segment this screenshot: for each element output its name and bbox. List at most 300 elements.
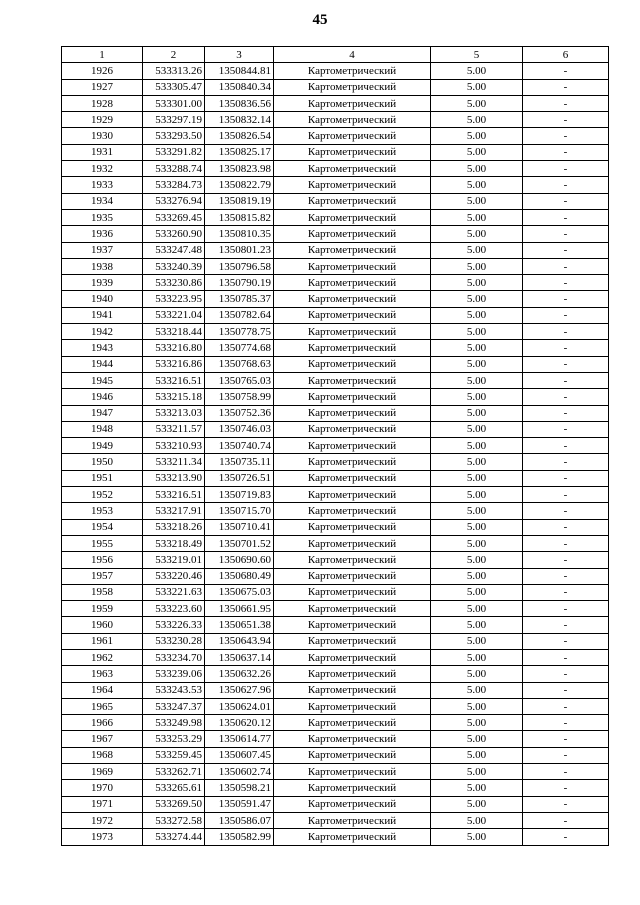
x-coordinate-cell: 533265.61 — [143, 780, 205, 796]
accuracy-cell: 5.00 — [431, 177, 523, 193]
x-coordinate-cell: 533269.50 — [143, 796, 205, 812]
accuracy-cell: 5.00 — [431, 812, 523, 828]
note-cell: - — [523, 747, 609, 763]
table-row — [62, 470, 609, 486]
method-cell: Картометрический — [274, 715, 431, 731]
y-coordinate-cell: 1350768.63 — [205, 356, 274, 372]
y-coordinate-cell: 1350765.03 — [205, 372, 274, 388]
table-row — [62, 829, 609, 845]
y-coordinate-cell: 1350819.19 — [205, 193, 274, 209]
point-number-cell: 1963 — [62, 666, 143, 682]
table-row — [62, 666, 609, 682]
note-cell: - — [523, 258, 609, 274]
y-coordinate-cell: 1350735.11 — [205, 454, 274, 470]
point-number-cell: 1931 — [62, 144, 143, 160]
x-coordinate-cell: 533239.06 — [143, 666, 205, 682]
table-row — [62, 356, 609, 372]
accuracy-cell: 5.00 — [431, 226, 523, 242]
method-cell: Картометрический — [274, 666, 431, 682]
x-coordinate-cell: 533262.71 — [143, 764, 205, 780]
note-cell: - — [523, 666, 609, 682]
table-row — [62, 405, 609, 421]
note-cell: - — [523, 63, 609, 79]
method-cell: Картометрический — [274, 601, 431, 617]
point-number-cell: 1927 — [62, 79, 143, 95]
table-row — [62, 372, 609, 388]
note-cell: - — [523, 780, 609, 796]
table-row — [62, 487, 609, 503]
y-coordinate-cell: 1350690.60 — [205, 552, 274, 568]
point-number-cell: 1958 — [62, 584, 143, 600]
table-row — [62, 258, 609, 274]
y-coordinate-cell: 1350632.26 — [205, 666, 274, 682]
point-number-cell: 1943 — [62, 340, 143, 356]
table-row — [62, 698, 609, 714]
x-coordinate-cell: 533213.03 — [143, 405, 205, 421]
table-row — [62, 584, 609, 600]
x-coordinate-cell: 533240.39 — [143, 258, 205, 274]
method-cell: Картометрический — [274, 258, 431, 274]
y-coordinate-cell: 1350624.01 — [205, 698, 274, 714]
table-row — [62, 307, 609, 323]
method-cell: Картометрический — [274, 209, 431, 225]
method-cell: Картометрический — [274, 421, 431, 437]
note-cell: - — [523, 324, 609, 340]
y-coordinate-cell: 1350661.95 — [205, 601, 274, 617]
method-cell: Картометрический — [274, 454, 431, 470]
point-number-cell: 1935 — [62, 209, 143, 225]
column-header: 4 — [274, 47, 431, 63]
x-coordinate-cell: 533272.58 — [143, 812, 205, 828]
note-cell: - — [523, 649, 609, 665]
method-cell: Картометрический — [274, 161, 431, 177]
x-coordinate-cell: 533219.01 — [143, 552, 205, 568]
table-row — [62, 747, 609, 763]
point-number-cell: 1959 — [62, 601, 143, 617]
note-cell: - — [523, 389, 609, 405]
point-number-cell: 1968 — [62, 747, 143, 763]
x-coordinate-cell: 533230.28 — [143, 633, 205, 649]
note-cell: - — [523, 421, 609, 437]
note-cell: - — [523, 95, 609, 111]
method-cell: Картометрический — [274, 633, 431, 649]
method-cell: Картометрический — [274, 95, 431, 111]
note-cell: - — [523, 405, 609, 421]
x-coordinate-cell: 533220.46 — [143, 568, 205, 584]
point-number-cell: 1966 — [62, 715, 143, 731]
note-cell: - — [523, 209, 609, 225]
table-row — [62, 568, 609, 584]
accuracy-cell: 5.00 — [431, 617, 523, 633]
point-number-cell: 1942 — [62, 324, 143, 340]
y-coordinate-cell: 1350627.96 — [205, 682, 274, 698]
column-header: 1 — [62, 47, 143, 63]
method-cell: Картометрический — [274, 177, 431, 193]
point-number-cell: 1936 — [62, 226, 143, 242]
accuracy-cell: 5.00 — [431, 601, 523, 617]
accuracy-cell: 5.00 — [431, 796, 523, 812]
table-row — [62, 209, 609, 225]
accuracy-cell: 5.00 — [431, 258, 523, 274]
table-row — [62, 340, 609, 356]
y-coordinate-cell: 1350815.82 — [205, 209, 274, 225]
method-cell: Картометрический — [274, 584, 431, 600]
table-row — [62, 682, 609, 698]
x-coordinate-cell: 533276.94 — [143, 193, 205, 209]
accuracy-cell: 5.00 — [431, 764, 523, 780]
point-number-cell: 1973 — [62, 829, 143, 845]
method-cell: Картометрический — [274, 487, 431, 503]
point-number-cell: 1932 — [62, 161, 143, 177]
y-coordinate-cell: 1350715.70 — [205, 503, 274, 519]
page-number: 45 — [312, 12, 328, 28]
y-coordinate-cell: 1350591.47 — [205, 796, 274, 812]
method-cell: Картометрический — [274, 242, 431, 258]
note-cell: - — [523, 470, 609, 486]
table-row — [62, 764, 609, 780]
point-number-cell: 1933 — [62, 177, 143, 193]
method-cell: Картометрический — [274, 519, 431, 535]
note-cell: - — [523, 601, 609, 617]
y-coordinate-cell: 1350651.38 — [205, 617, 274, 633]
y-coordinate-cell: 1350701.52 — [205, 535, 274, 551]
method-cell: Картометрический — [274, 226, 431, 242]
x-coordinate-cell: 533211.57 — [143, 421, 205, 437]
y-coordinate-cell: 1350790.19 — [205, 275, 274, 291]
method-cell: Картометрический — [274, 112, 431, 128]
accuracy-cell: 5.00 — [431, 568, 523, 584]
point-number-cell: 1957 — [62, 568, 143, 584]
y-coordinate-cell: 1350598.21 — [205, 780, 274, 796]
method-cell: Картометрический — [274, 389, 431, 405]
note-cell: - — [523, 177, 609, 193]
point-number-cell: 1970 — [62, 780, 143, 796]
note-cell: - — [523, 829, 609, 845]
point-number-cell: 1960 — [62, 617, 143, 633]
accuracy-cell: 5.00 — [431, 405, 523, 421]
note-cell: - — [523, 698, 609, 714]
column-header: 5 — [431, 47, 523, 63]
point-number-cell: 1962 — [62, 649, 143, 665]
x-coordinate-cell: 533223.95 — [143, 291, 205, 307]
point-number-cell: 1941 — [62, 307, 143, 323]
note-cell: - — [523, 796, 609, 812]
point-number-cell: 1928 — [62, 95, 143, 111]
note-cell: - — [523, 79, 609, 95]
note-cell: - — [523, 454, 609, 470]
y-coordinate-cell: 1350836.56 — [205, 95, 274, 111]
table-row — [62, 389, 609, 405]
point-number-cell: 1929 — [62, 112, 143, 128]
y-coordinate-cell: 1350620.12 — [205, 715, 274, 731]
point-number-cell: 1956 — [62, 552, 143, 568]
method-cell: Картометрический — [274, 764, 431, 780]
x-coordinate-cell: 533211.34 — [143, 454, 205, 470]
table-row — [62, 796, 609, 812]
x-coordinate-cell: 533226.33 — [143, 617, 205, 633]
accuracy-cell: 5.00 — [431, 552, 523, 568]
table-row — [62, 79, 609, 95]
table-row — [62, 617, 609, 633]
accuracy-cell: 5.00 — [431, 63, 523, 79]
x-coordinate-cell: 533218.49 — [143, 535, 205, 551]
table-row — [62, 649, 609, 665]
method-cell: Картометрический — [274, 356, 431, 372]
x-coordinate-cell: 533210.93 — [143, 438, 205, 454]
point-number-cell: 1939 — [62, 275, 143, 291]
y-coordinate-cell: 1350832.14 — [205, 112, 274, 128]
method-cell: Картометрический — [274, 552, 431, 568]
table-row — [62, 731, 609, 747]
point-number-cell: 1947 — [62, 405, 143, 421]
method-cell: Картометрический — [274, 324, 431, 340]
accuracy-cell: 5.00 — [431, 633, 523, 649]
method-cell: Картометрический — [274, 617, 431, 633]
note-cell: - — [523, 226, 609, 242]
y-coordinate-cell: 1350826.54 — [205, 128, 274, 144]
point-number-cell: 1951 — [62, 470, 143, 486]
y-coordinate-cell: 1350680.49 — [205, 568, 274, 584]
method-cell: Картометрический — [274, 438, 431, 454]
method-cell: Картометрический — [274, 568, 431, 584]
accuracy-cell: 5.00 — [431, 128, 523, 144]
table-row — [62, 812, 609, 828]
x-coordinate-cell: 533288.74 — [143, 161, 205, 177]
accuracy-cell: 5.00 — [431, 161, 523, 177]
x-coordinate-cell: 533216.80 — [143, 340, 205, 356]
table-row — [62, 177, 609, 193]
table-row — [62, 715, 609, 731]
table-row — [62, 226, 609, 242]
x-coordinate-cell: 533216.51 — [143, 372, 205, 388]
table-row — [62, 780, 609, 796]
table-row — [62, 161, 609, 177]
point-number-cell: 1946 — [62, 389, 143, 405]
method-cell: Картометрический — [274, 405, 431, 421]
method-cell: Картометрический — [274, 796, 431, 812]
point-number-cell: 1965 — [62, 698, 143, 714]
accuracy-cell: 5.00 — [431, 731, 523, 747]
point-number-cell: 1961 — [62, 633, 143, 649]
x-coordinate-cell: 533215.18 — [143, 389, 205, 405]
x-coordinate-cell: 533221.04 — [143, 307, 205, 323]
x-coordinate-cell: 533269.45 — [143, 209, 205, 225]
point-number-cell: 1964 — [62, 682, 143, 698]
x-coordinate-cell: 533284.73 — [143, 177, 205, 193]
table-row — [62, 112, 609, 128]
point-number-cell: 1937 — [62, 242, 143, 258]
note-cell: - — [523, 812, 609, 828]
method-cell: Картометрический — [274, 193, 431, 209]
method-cell: Картометрический — [274, 682, 431, 698]
note-cell: - — [523, 584, 609, 600]
coordinates-table — [61, 46, 609, 846]
table-body — [62, 63, 609, 845]
table-row — [62, 503, 609, 519]
accuracy-cell: 5.00 — [431, 79, 523, 95]
note-cell: - — [523, 519, 609, 535]
x-coordinate-cell: 533301.00 — [143, 95, 205, 111]
x-coordinate-cell: 533216.86 — [143, 356, 205, 372]
x-coordinate-cell: 533291.82 — [143, 144, 205, 160]
accuracy-cell: 5.00 — [431, 503, 523, 519]
note-cell: - — [523, 340, 609, 356]
accuracy-cell: 5.00 — [431, 649, 523, 665]
x-coordinate-cell: 533249.98 — [143, 715, 205, 731]
method-cell: Картометрический — [274, 340, 431, 356]
point-number-cell: 1971 — [62, 796, 143, 812]
method-cell: Картометрический — [274, 747, 431, 763]
y-coordinate-cell: 1350801.23 — [205, 242, 274, 258]
method-cell: Картометрический — [274, 829, 431, 845]
method-cell: Картометрический — [274, 372, 431, 388]
x-coordinate-cell: 533216.51 — [143, 487, 205, 503]
table-row — [62, 535, 609, 551]
accuracy-cell: 5.00 — [431, 421, 523, 437]
note-cell: - — [523, 161, 609, 177]
method-cell: Картометрический — [274, 731, 431, 747]
x-coordinate-cell: 533253.29 — [143, 731, 205, 747]
y-coordinate-cell: 1350810.35 — [205, 226, 274, 242]
note-cell: - — [523, 715, 609, 731]
point-number-cell: 1949 — [62, 438, 143, 454]
y-coordinate-cell: 1350840.34 — [205, 79, 274, 95]
note-cell: - — [523, 193, 609, 209]
y-coordinate-cell: 1350637.14 — [205, 649, 274, 665]
y-coordinate-cell: 1350643.94 — [205, 633, 274, 649]
accuracy-cell: 5.00 — [431, 209, 523, 225]
point-number-cell: 1944 — [62, 356, 143, 372]
accuracy-cell: 5.00 — [431, 275, 523, 291]
accuracy-cell: 5.00 — [431, 535, 523, 551]
table-row — [62, 242, 609, 258]
table-row — [62, 552, 609, 568]
accuracy-cell: 5.00 — [431, 307, 523, 323]
point-number-cell: 1948 — [62, 421, 143, 437]
y-coordinate-cell: 1350607.45 — [205, 747, 274, 763]
method-cell: Картометрический — [274, 780, 431, 796]
table-row — [62, 144, 609, 160]
note-cell: - — [523, 617, 609, 633]
table-row — [62, 601, 609, 617]
table-row — [62, 633, 609, 649]
y-coordinate-cell: 1350719.83 — [205, 487, 274, 503]
note-cell: - — [523, 242, 609, 258]
y-coordinate-cell: 1350582.99 — [205, 829, 274, 845]
point-number-cell: 1955 — [62, 535, 143, 551]
x-coordinate-cell: 533218.44 — [143, 324, 205, 340]
point-number-cell: 1940 — [62, 291, 143, 307]
y-coordinate-cell: 1350602.74 — [205, 764, 274, 780]
note-cell: - — [523, 372, 609, 388]
accuracy-cell: 5.00 — [431, 144, 523, 160]
point-number-cell: 1954 — [62, 519, 143, 535]
accuracy-cell: 5.00 — [431, 470, 523, 486]
table-row — [62, 275, 609, 291]
y-coordinate-cell: 1350758.99 — [205, 389, 274, 405]
method-cell: Картометрический — [274, 503, 431, 519]
method-cell: Картометрический — [274, 63, 431, 79]
note-cell: - — [523, 144, 609, 160]
note-cell: - — [523, 307, 609, 323]
accuracy-cell: 5.00 — [431, 698, 523, 714]
method-cell: Картометрический — [274, 79, 431, 95]
x-coordinate-cell: 533259.45 — [143, 747, 205, 763]
note-cell: - — [523, 633, 609, 649]
accuracy-cell: 5.00 — [431, 324, 523, 340]
column-header: 6 — [523, 47, 609, 63]
x-coordinate-cell: 533218.26 — [143, 519, 205, 535]
table-row — [62, 438, 609, 454]
y-coordinate-cell: 1350710.41 — [205, 519, 274, 535]
x-coordinate-cell: 533297.19 — [143, 112, 205, 128]
accuracy-cell: 5.00 — [431, 519, 523, 535]
y-coordinate-cell: 1350778.75 — [205, 324, 274, 340]
accuracy-cell: 5.00 — [431, 372, 523, 388]
point-number-cell: 1926 — [62, 63, 143, 79]
point-number-cell: 1950 — [62, 454, 143, 470]
table-row — [62, 63, 609, 79]
note-cell: - — [523, 535, 609, 551]
y-coordinate-cell: 1350746.03 — [205, 421, 274, 437]
accuracy-cell: 5.00 — [431, 715, 523, 731]
x-coordinate-cell: 533230.86 — [143, 275, 205, 291]
y-coordinate-cell: 1350675.03 — [205, 584, 274, 600]
accuracy-cell: 5.00 — [431, 242, 523, 258]
note-cell: - — [523, 112, 609, 128]
table-row — [62, 95, 609, 111]
x-coordinate-cell: 533243.53 — [143, 682, 205, 698]
accuracy-cell: 5.00 — [431, 454, 523, 470]
y-coordinate-cell: 1350844.81 — [205, 63, 274, 79]
point-number-cell: 1953 — [62, 503, 143, 519]
point-number-cell: 1930 — [62, 128, 143, 144]
accuracy-cell: 5.00 — [431, 389, 523, 405]
table-row — [62, 324, 609, 340]
x-coordinate-cell: 533234.70 — [143, 649, 205, 665]
table-row — [62, 454, 609, 470]
x-coordinate-cell: 533305.47 — [143, 79, 205, 95]
x-coordinate-cell: 533221.63 — [143, 584, 205, 600]
y-coordinate-cell: 1350752.36 — [205, 405, 274, 421]
accuracy-cell: 5.00 — [431, 291, 523, 307]
note-cell: - — [523, 291, 609, 307]
point-number-cell: 1967 — [62, 731, 143, 747]
column-header: 3 — [205, 47, 274, 63]
note-cell: - — [523, 487, 609, 503]
point-number-cell: 1938 — [62, 258, 143, 274]
accuracy-cell: 5.00 — [431, 487, 523, 503]
point-number-cell: 1952 — [62, 487, 143, 503]
x-coordinate-cell: 533260.90 — [143, 226, 205, 242]
note-cell: - — [523, 731, 609, 747]
method-cell: Картометрический — [274, 535, 431, 551]
table-header-row — [62, 47, 609, 63]
table-row — [62, 193, 609, 209]
accuracy-cell: 5.00 — [431, 666, 523, 682]
accuracy-cell: 5.00 — [431, 829, 523, 845]
note-cell: - — [523, 438, 609, 454]
method-cell: Картометрический — [274, 812, 431, 828]
x-coordinate-cell: 533247.37 — [143, 698, 205, 714]
note-cell: - — [523, 568, 609, 584]
accuracy-cell: 5.00 — [431, 584, 523, 600]
method-cell: Картометрический — [274, 128, 431, 144]
method-cell: Картометрический — [274, 275, 431, 291]
note-cell: - — [523, 552, 609, 568]
y-coordinate-cell: 1350796.58 — [205, 258, 274, 274]
x-coordinate-cell: 533247.48 — [143, 242, 205, 258]
